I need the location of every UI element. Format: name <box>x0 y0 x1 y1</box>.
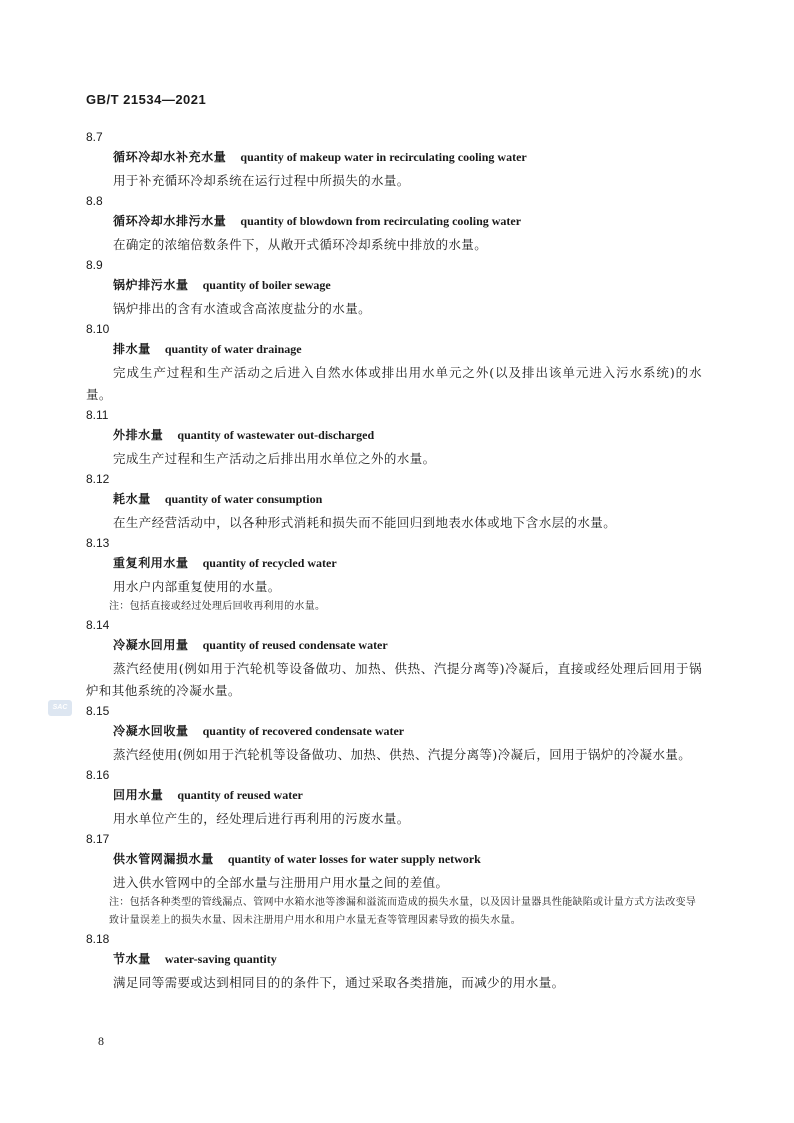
clause-number: 8.13 <box>86 536 110 550</box>
term-english: quantity of water consumption <box>164 492 323 506</box>
term-definition: 完成生产过程和生产活动之后排出用水单位之外的水量。 <box>113 451 436 466</box>
term-chinese: 冷凝水回收量 <box>113 724 189 738</box>
term-entry <box>86 830 702 930</box>
term-heading <box>86 636 702 658</box>
term-heading <box>86 426 702 448</box>
term-definition: 用水单位产生的，经处理后进行再利用的污废水量。 <box>113 811 410 826</box>
term-chinese: 冷凝水回用量 <box>113 638 189 652</box>
term-chinese: 外排水量 <box>113 428 164 442</box>
clause-number: 8.17 <box>86 832 110 846</box>
term-heading <box>86 722 702 744</box>
term-chinese: 回用水量 <box>113 788 164 802</box>
term-chinese: 供水管网漏损水量 <box>113 852 214 866</box>
term-entry <box>86 534 702 616</box>
term-entry <box>86 470 702 534</box>
term-entry <box>86 128 702 192</box>
term-note: 注：包括直接或经过处理后回收再利用的水量。 <box>109 601 326 612</box>
term-heading <box>86 950 702 972</box>
term-entry <box>86 766 702 830</box>
term-heading <box>86 786 702 808</box>
term-definition: 进入供水管网中的全部水量与注册用户用水量之间的差值。 <box>113 875 449 890</box>
clause-number: 8.18 <box>86 932 110 946</box>
term-definition: 满足同等需要或达到相同目的的条件下，通过采取各类措施，而减少的用水量。 <box>113 975 565 990</box>
term-english: quantity of reused water <box>177 788 303 802</box>
term-heading <box>86 850 702 872</box>
standard-code-header: GB/T 21534—2021 <box>86 92 207 107</box>
term-definition: 蒸汽经使用(例如用于汽轮机等设备做功、加热、供热、汽提分离等)冷凝后，回用于锅炉的冷凝水量。 <box>113 747 692 762</box>
term-entry <box>86 320 702 406</box>
terms-list <box>86 128 702 994</box>
term-english: quantity of makeup water in recirculating cooling water <box>240 150 527 164</box>
clause-number: 8.14 <box>86 618 110 632</box>
term-entry <box>86 406 702 470</box>
clause-number: 8.7 <box>86 130 103 144</box>
term-chinese: 锅炉排污水量 <box>113 278 189 292</box>
term-entry <box>86 256 702 320</box>
clause-number: 8.9 <box>86 258 103 272</box>
term-heading <box>86 554 702 576</box>
clause-number: 8.8 <box>86 194 103 208</box>
term-definition: 在确定的浓缩倍数条件下，从敞开式循环冷却系统中排放的水量。 <box>113 237 488 252</box>
clause-number: 8.16 <box>86 768 110 782</box>
term-entry <box>86 702 702 766</box>
term-definition: 用水户内部重复使用的水量。 <box>113 579 281 594</box>
term-english: quantity of recycled water <box>202 556 337 570</box>
term-definition: 用于补充循环冷却系统在运行过程中所损失的水量。 <box>113 173 410 188</box>
term-chinese: 循环冷却水排污水量 <box>113 214 227 228</box>
term-definition: 锅炉排出的含有水渣或含高浓度盐分的水量。 <box>113 301 372 316</box>
term-english: quantity of boiler sewage <box>202 278 331 292</box>
term-entry <box>86 616 702 702</box>
term-heading <box>86 340 702 362</box>
term-definition: 完成生产过程和生产活动之后进入自然水体或排出用水单元之外(以及排出该单元进入污水系统)的水量。 <box>86 365 702 402</box>
term-entry <box>86 192 702 256</box>
clause-number: 8.11 <box>86 408 109 422</box>
term-chinese: 排水量 <box>113 342 151 356</box>
page-number: 8 <box>98 1034 104 1048</box>
term-english: quantity of wastewater out-discharged <box>177 428 375 442</box>
term-chinese: 耗水量 <box>113 492 151 506</box>
term-heading <box>86 212 702 234</box>
term-english: water-saving quantity <box>164 952 277 966</box>
sac-watermark-logo: SAC <box>48 700 72 716</box>
clause-number: 8.15 <box>86 704 110 718</box>
term-english: quantity of water losses for water supply network <box>227 852 481 866</box>
term-english: quantity of recovered condensate water <box>202 724 405 738</box>
term-definition: 在生产经营活动中，以各种形式消耗和损失而不能回归到地表水体或地下含水层的水量。 <box>113 515 617 530</box>
term-english: quantity of water drainage <box>164 342 302 356</box>
term-entry <box>86 930 702 994</box>
term-chinese: 循环冷却水补充水量 <box>113 150 227 164</box>
term-chinese: 重复利用水量 <box>113 556 189 570</box>
term-chinese: 节水量 <box>113 952 151 966</box>
term-english: quantity of blowdown from recirculating cooling water <box>240 214 522 228</box>
term-english: quantity of reused condensate water <box>202 638 388 652</box>
term-heading <box>86 148 702 170</box>
clause-number: 8.12 <box>86 472 110 486</box>
term-heading <box>86 276 702 298</box>
term-definition: 蒸汽经使用(例如用于汽轮机等设备做功、加热、供热、汽提分离等)冷凝后，直接或经处理后回用于锅炉和其他系统的冷凝水量。 <box>86 661 702 698</box>
term-note: 注：包括各种类型的管线漏点、管网中水箱水池等渗漏和溢流而造成的损失水量，以及因计量器具性能缺陷或计量方式方法改变导致计量误差上的损失水量、因未注册用户用水和用户水量无查等管理因素导致的损失水量。 <box>109 897 697 926</box>
term-heading <box>86 490 702 512</box>
clause-number: 8.10 <box>86 322 110 336</box>
